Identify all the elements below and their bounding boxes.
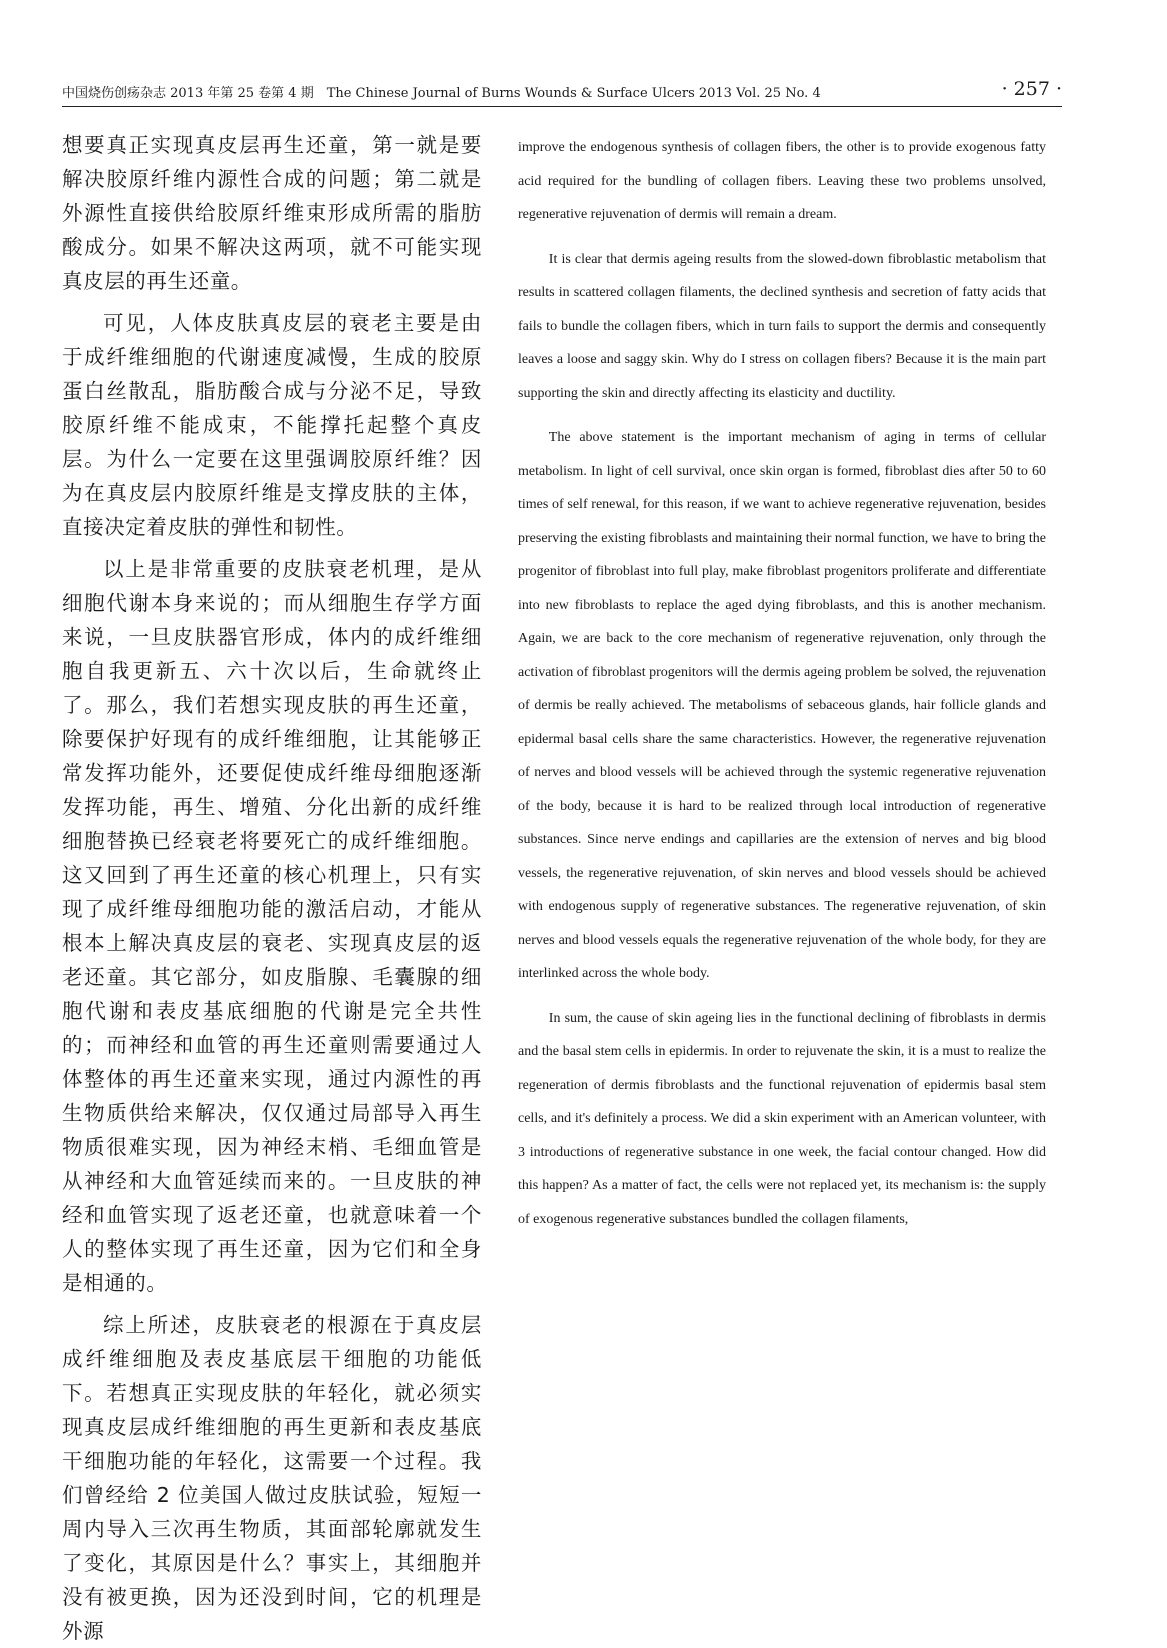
paragraph: In sum, the cause of skin ageing lies in the functional declining of fibroblasts in dermis and the basal stem cells in epidermis. In order to rejuvenate the skin, it is a must to realize the regeneration of dermis fibroblasts and the functional rejuvenation of epidermis basal stem cells, and it's definitely a process. We did a skin experiment with an American volunteer, with 3 introductions of regenerative substance in one week, the facial contour changed. How did this happen? As a matter of fact, the cells were not replaced yet, its mechanism is: the supply of exogenous regenerative substances bundled the collagen filaments, — [518, 1010, 1046, 1227]
paragraph: 综上所述，皮肤衰老的根源在于真皮层成纤维细胞及表皮基底层干细胞的功能低下。若想真正实现皮肤的年轻化，就必须实现真皮层成纤维细胞的再生更新和表皮基底干细胞功能的年轻化，这需要一个过程。我们曾经给 2 位美国人做过皮肤试验，短短一周内导入三次再生物质，其面部轮廓就发生了变化，其原因是什么？事实上，其细胞并没有被更换，因为还没到时间，它的机理是外源 — [62, 1313, 482, 1643]
chinese-text-column — [62, 128, 482, 1648]
journal-running-title: 中国烧伤创疡杂志 2013 年第 25 卷第 4 期 The Chinese Journal of Burns Wounds & Surface Ulcers 2013 Vol. 25 No. 4 — [62, 86, 821, 101]
paragraph: improve the endogenous synthesis of collagen fibers, the other is to provide exogenous fatty acid required for the bundling of collagen fibers. Leaving these two problems unsolved, regenerative rejuvenation of dermis will remain a dream. — [518, 140, 1046, 222]
running-header — [62, 78, 1062, 108]
paragraph: It is clear that dermis ageing results from the slowed-down fibroblastic metabolism that results in scattered collagen filaments, the declined synthesis and secretion of fatty acids that fails to bundle the collagen fibers, which in turn fails to support the dermis and consequently leaves a loose and saggy skin. Why do I stress on collagen fibers? Because it is the main part supporting the skin and directly affecting its elasticity and ductility. — [518, 251, 1046, 401]
paragraph: The above statement is the important mechanism of aging in terms of cellular metabolism. In light of cell survival, once skin organ is formed, fibroblast dies after 50 to 60 times of self renewal, for this reason, if we want to achieve regenerative rejuvenation, besides preserving the existing fibroblasts and maintaining their normal function, we have to bring the progenitor of fibroblast into full play, make fibroblast progenitors proliferate and differentiate into new fibroblasts to replace the aged dying fibroblasts, and this is another mechanism. Again, we are back to the core mechanism of regenerative rejuvenation, only through the activation of fibroblast progenitors will the dermis ageing problem be solved, the rejuvenation of dermis be really achieved. The metabolisms of sebaceous glands, hair follicle glands and epidermal basal cells share the same characteristics. However, the regenerative rejuvenation of nerves and blood vessels will be achieved through the systemic regenerative rejuvenation of the body, because it is hard to be realized through local introduction of regenerative substances. Since nerve endings and capillaries are the extension of nerves and big blood vessels, the regenerative rejuvenation, of skin nerves and blood vessels should be achieved with endogenous supply of regenerative substances. The regenerative rejuvenation, of skin nerves and blood vessels equals the regenerative rejuvenation of the whole body, for they are interlinked across the whole body. — [518, 430, 1046, 981]
english-text-column — [518, 131, 1046, 1236]
paragraph: 想要真正实现真皮层再生还童，第一就是要解决胶原纤维内源性合成的问题；第二就是外源性直接供给胶原纤维束形成所需的脂肪酸成分。如果不解决这两项，就不可能实现真皮层的再生还童。 — [62, 133, 482, 293]
page-number: · 257 · — [1001, 78, 1062, 100]
header-rule — [62, 106, 1062, 107]
paragraph: 可见，人体皮肤真皮层的衰老主要是由于成纤维细胞的代谢速度减慢，生成的胶原蛋白丝散乱，脂肪酸合成与分泌不足，导致胶原纤维不能成束，不能撑托起整个真皮层。为什么一定要在这里强调胶原纤维？因为在真皮层内胶原纤维是支撑皮肤的主体，直接决定着皮肤的弹性和韧性。 — [62, 311, 482, 539]
paragraph: 以上是非常重要的皮肤衰老机理，是从细胞代谢本身来说的；而从细胞生存学方面来说，一旦皮肤器官形成，体内的成纤维细胞自我更新五、六十次以后，生命就终止了。那么，我们若想实现皮肤的再生还童，除要保护好现有的成纤维细胞，让其能够正常发挥功能外，还要促使成纤维母细胞逐渐发挥功能，再生、增殖、分化出新的成纤维细胞替换已经衰老将要死亡的成纤维细胞。这又回到了再生还童的核心机理上，只有实现了成纤维母细胞功能的激活启动，才能从根本上解决真皮层的衰老、实现真皮层的返老还童。其它部分，如皮脂腺、毛囊腺的细胞代谢和表皮基底细胞的代谢是完全共性的；而神经和血管的再生还童则需要通过人体整体的再生还童来实现，通过内源性的再生物质供给来解决，仅仅通过局部导入再生物质很难实现，因为神经末梢、毛细血管是从神经和大血管延续而来的。一旦皮肤的神经和血管实现了返老还童，也就意味着一个人的整体实现了再生还童，因为它们和全身是相通的。 — [62, 557, 482, 1295]
